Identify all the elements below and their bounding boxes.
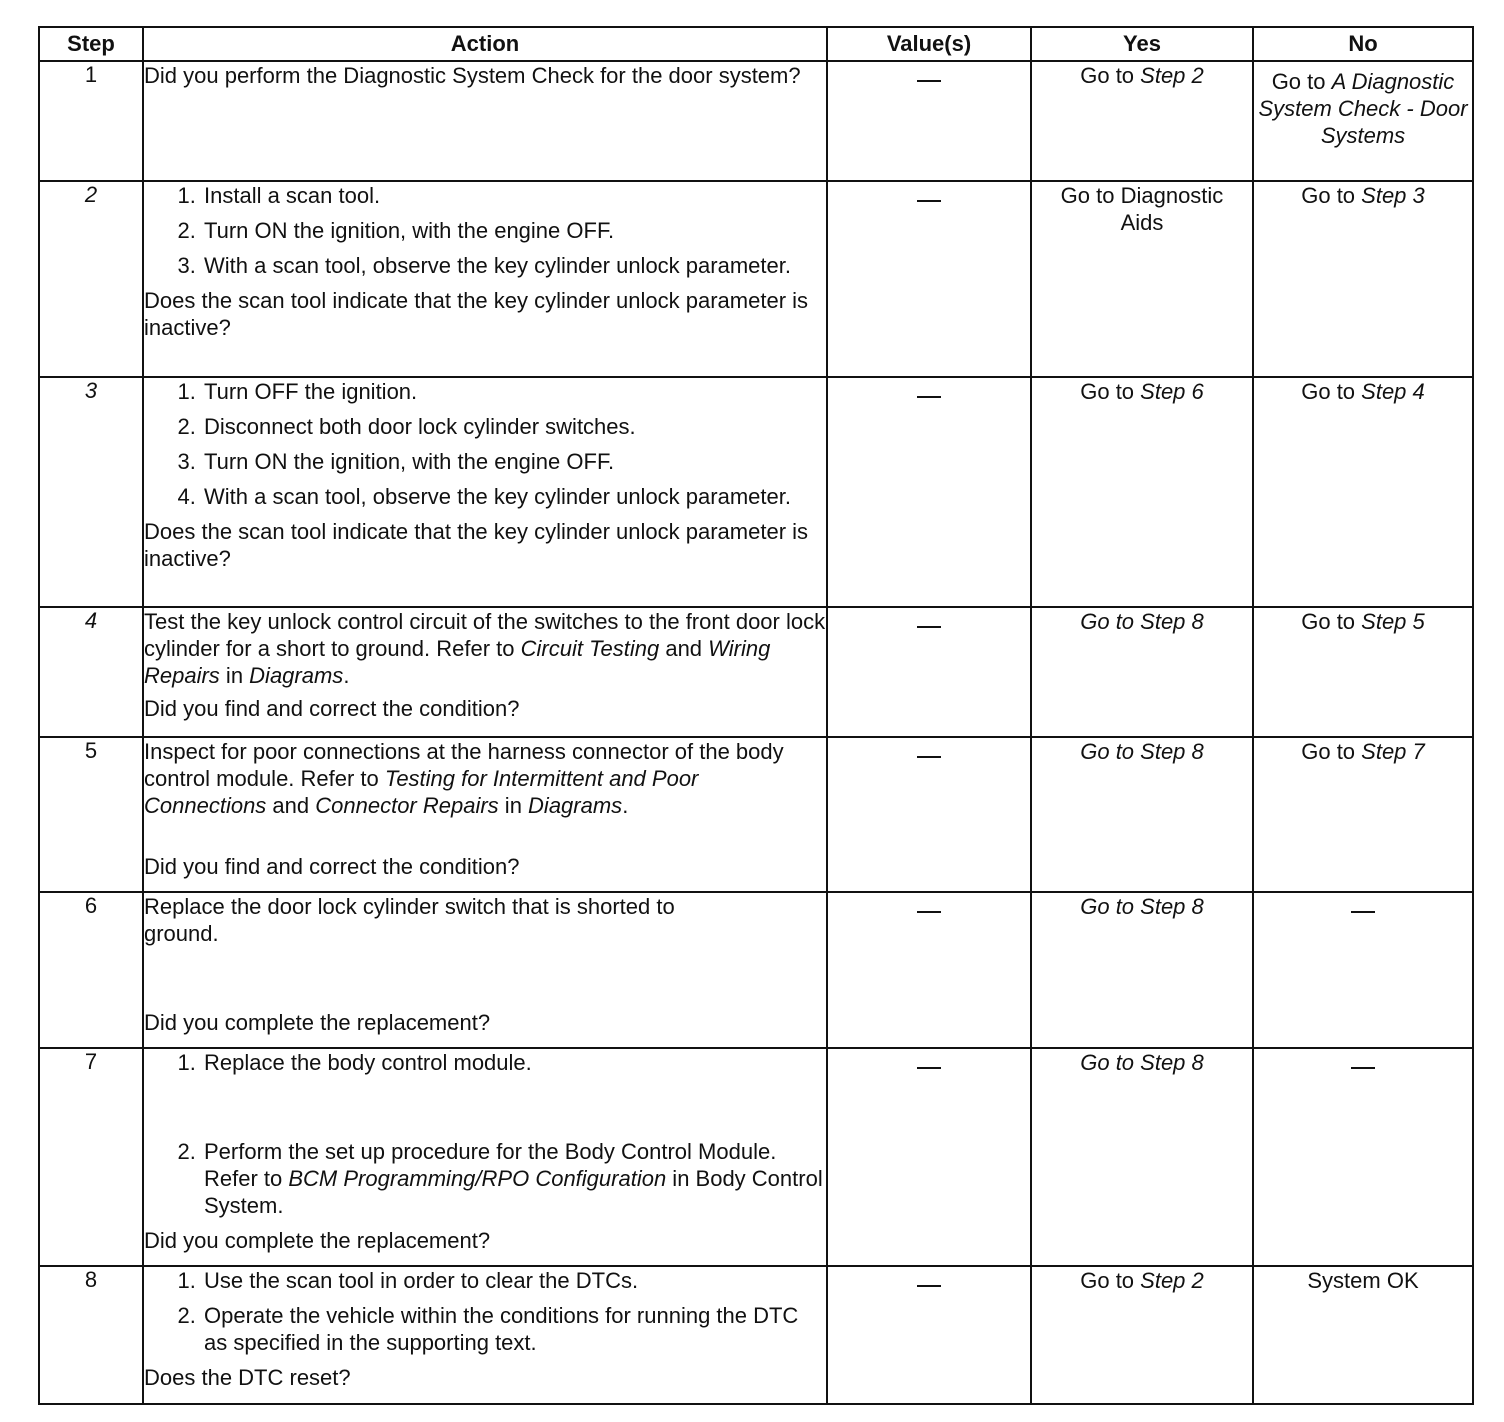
dash-mark: [917, 80, 941, 82]
dash-mark: [1351, 911, 1375, 913]
table-row: [39, 607, 1473, 737]
list-item: 1. Turn OFF the ignition.: [202, 378, 826, 405]
no-prefix: Go to: [1301, 183, 1362, 208]
yes-prefix: Go to: [1080, 63, 1141, 88]
yes-link[interactable]: Step 6: [1140, 379, 1204, 404]
list-item: 2. Disconnect both door lock cylinder switches.: [202, 413, 826, 440]
value-cell: [827, 737, 1031, 892]
yes-cell[interactable]: [1031, 377, 1253, 607]
action-question: Does the scan tool indicate that the key cylinder unlock parameter is inactive?: [144, 519, 809, 571]
value-cell: [827, 607, 1031, 737]
action-cell: [143, 607, 827, 737]
no-link[interactable]: Step 5: [1361, 609, 1425, 634]
action-text: and: [266, 793, 316, 818]
no-cell[interactable]: [1253, 61, 1473, 181]
step-number: 6: [39, 892, 143, 1048]
dash-mark: [917, 911, 941, 913]
value-cell: [827, 1266, 1031, 1404]
action-text: Did you perform the Diagnostic System Check for the door system?: [144, 63, 801, 88]
action-text: .: [622, 793, 629, 818]
step-number: 5: [39, 737, 143, 892]
ref-link[interactable]: BCM Programming/RPO Configuration: [288, 1166, 667, 1191]
yes-link[interactable]: Step 2: [1140, 63, 1204, 88]
no-cell: [1253, 1048, 1473, 1266]
yes-cell[interactable]: [1031, 892, 1253, 1048]
ref-link[interactable]: Diagrams: [249, 663, 344, 688]
table-row: [39, 61, 1473, 181]
step-list: [144, 182, 826, 279]
no-cell[interactable]: [1253, 607, 1473, 737]
table-row: [39, 1048, 1473, 1266]
step-number: 1: [39, 61, 143, 181]
yes-link[interactable]: Go to Step 8: [1080, 1050, 1204, 1075]
action-question: Did you complete the replacement?: [144, 1228, 491, 1253]
yes-prefix: Go to: [1080, 1268, 1141, 1293]
list-item: 1. Use the scan tool in order to clear the DTCs.: [202, 1267, 826, 1294]
action-cell: [143, 1048, 827, 1266]
list-item: 1. Install a scan tool.: [202, 182, 826, 209]
ref-link[interactable]: Connector Repairs: [315, 793, 499, 818]
step-list: [144, 378, 826, 510]
ref-link[interactable]: Diagrams: [528, 793, 623, 818]
yes-cell[interactable]: [1031, 1048, 1253, 1266]
step-number: 8: [39, 1266, 143, 1404]
action-cell: [143, 1266, 827, 1404]
header-no: No: [1253, 27, 1473, 61]
no-prefix: Go to: [1301, 379, 1362, 404]
step-number: 2: [39, 181, 143, 377]
action-question: Did you complete the replacement?: [144, 1010, 491, 1035]
no-prefix: Go to: [1271, 69, 1332, 94]
table-row: [39, 1266, 1473, 1404]
yes-cell[interactable]: [1031, 1266, 1253, 1404]
yes-link[interactable]: Go to Step 8: [1080, 894, 1204, 919]
table-row: [39, 892, 1473, 1048]
action-question: Did you find and correct the condition?: [144, 854, 520, 879]
header-row: [39, 27, 1473, 61]
action-text: Replace the door lock cylinder switch that is shorted to ground.: [144, 894, 675, 946]
action-question: Does the DTC reset?: [144, 1365, 351, 1390]
list-item: [202, 1138, 826, 1219]
step-number: 7: [39, 1048, 143, 1266]
list-item: 3. Turn ON the ignition, with the engine OFF.: [202, 448, 826, 475]
action-cell: [143, 181, 827, 377]
dash-mark: [917, 1067, 941, 1069]
action-text: in: [498, 793, 529, 818]
no-cell[interactable]: [1253, 737, 1473, 892]
action-cell: [143, 892, 827, 1048]
table-row: [39, 737, 1473, 892]
yes-prefix: Go to: [1080, 379, 1141, 404]
no-prefix: Go to: [1301, 609, 1362, 634]
action-cell: [143, 61, 827, 181]
ref-link[interactable]: Wiring Repairs: [144, 636, 771, 688]
header-yes: Yes: [1031, 27, 1253, 61]
action-cell: [143, 737, 827, 892]
ref-link[interactable]: Testing for Intermittent and Poor Connections: [144, 766, 699, 818]
value-cell: [827, 892, 1031, 1048]
list-item: 1. Replace the body control module.: [202, 1049, 826, 1076]
header-step: Step: [39, 27, 143, 61]
yes-cell[interactable]: [1031, 181, 1253, 377]
value-cell: [827, 1048, 1031, 1266]
action-text: and: [659, 636, 709, 661]
value-cell: [827, 377, 1031, 607]
step-number: 4: [39, 607, 143, 737]
dash-mark: [917, 200, 941, 202]
yes-link[interactable]: Go to Diagnostic Aids: [1060, 183, 1224, 235]
header-values: Value(s): [827, 27, 1031, 61]
yes-cell[interactable]: [1031, 737, 1253, 892]
yes-link[interactable]: Go to Step 8: [1080, 739, 1204, 764]
list-item-text: Perform the set up procedure for the Body Control Module. Refer to: [204, 1139, 777, 1191]
diagnostic-table: [38, 26, 1474, 1405]
ref-link[interactable]: Circuit Testing: [520, 636, 660, 661]
header-action: Action: [143, 27, 827, 61]
table-row: [39, 377, 1473, 607]
list-item-text: in Body Control System.: [204, 1166, 823, 1218]
step-list: [144, 1049, 826, 1219]
no-cell[interactable]: [1253, 181, 1473, 377]
action-text: Test the key unlock control circuit of the switches to the front door lock cylinder for a short to ground. Refer to: [144, 609, 826, 661]
action-question: Does the scan tool indicate that the key cylinder unlock parameter is inactive?: [144, 288, 809, 340]
dash-mark: [917, 1285, 941, 1287]
list-item: 4. With a scan tool, observe the key cylinder unlock parameter.: [202, 483, 826, 510]
action-text: Inspect for poor connections at the harness connector of the body control module. Refer to: [144, 739, 784, 791]
no-cell[interactable]: [1253, 1266, 1473, 1404]
yes-cell[interactable]: [1031, 61, 1253, 181]
action-text: in: [219, 663, 250, 688]
no-link[interactable]: Step 4: [1361, 379, 1425, 404]
list-item: 2. Operate the vehicle within the conditions for running the DTC as specified in the supporting text.: [202, 1302, 826, 1356]
no-link[interactable]: A Diagnostic System Check - Door Systems: [1258, 69, 1468, 148]
dash-mark: [917, 626, 941, 628]
no-cell: [1253, 892, 1473, 1048]
step-list: [144, 1267, 826, 1356]
dash-mark: [917, 396, 941, 398]
no-text: System OK: [1307, 1268, 1419, 1293]
value-cell: [827, 61, 1031, 181]
action-question: Did you find and correct the condition?: [144, 696, 520, 721]
list-item: 3. With a scan tool, observe the key cylinder unlock parameter.: [202, 252, 826, 279]
no-cell[interactable]: [1253, 377, 1473, 607]
yes-link[interactable]: Step 2: [1140, 1268, 1204, 1293]
list-item: 2. Turn ON the ignition, with the engine OFF.: [202, 217, 826, 244]
value-cell: [827, 181, 1031, 377]
dash-mark: [1351, 1067, 1375, 1069]
step-number: 3: [39, 377, 143, 607]
yes-cell[interactable]: [1031, 607, 1253, 737]
action-cell: [143, 377, 827, 607]
dash-mark: [917, 756, 941, 758]
no-prefix: Go to: [1301, 739, 1362, 764]
no-link[interactable]: Step 3: [1361, 183, 1425, 208]
action-text: .: [343, 663, 350, 688]
table-row: [39, 181, 1473, 377]
no-link[interactable]: Step 7: [1361, 739, 1425, 764]
yes-link[interactable]: Go to Step 8: [1080, 609, 1204, 634]
